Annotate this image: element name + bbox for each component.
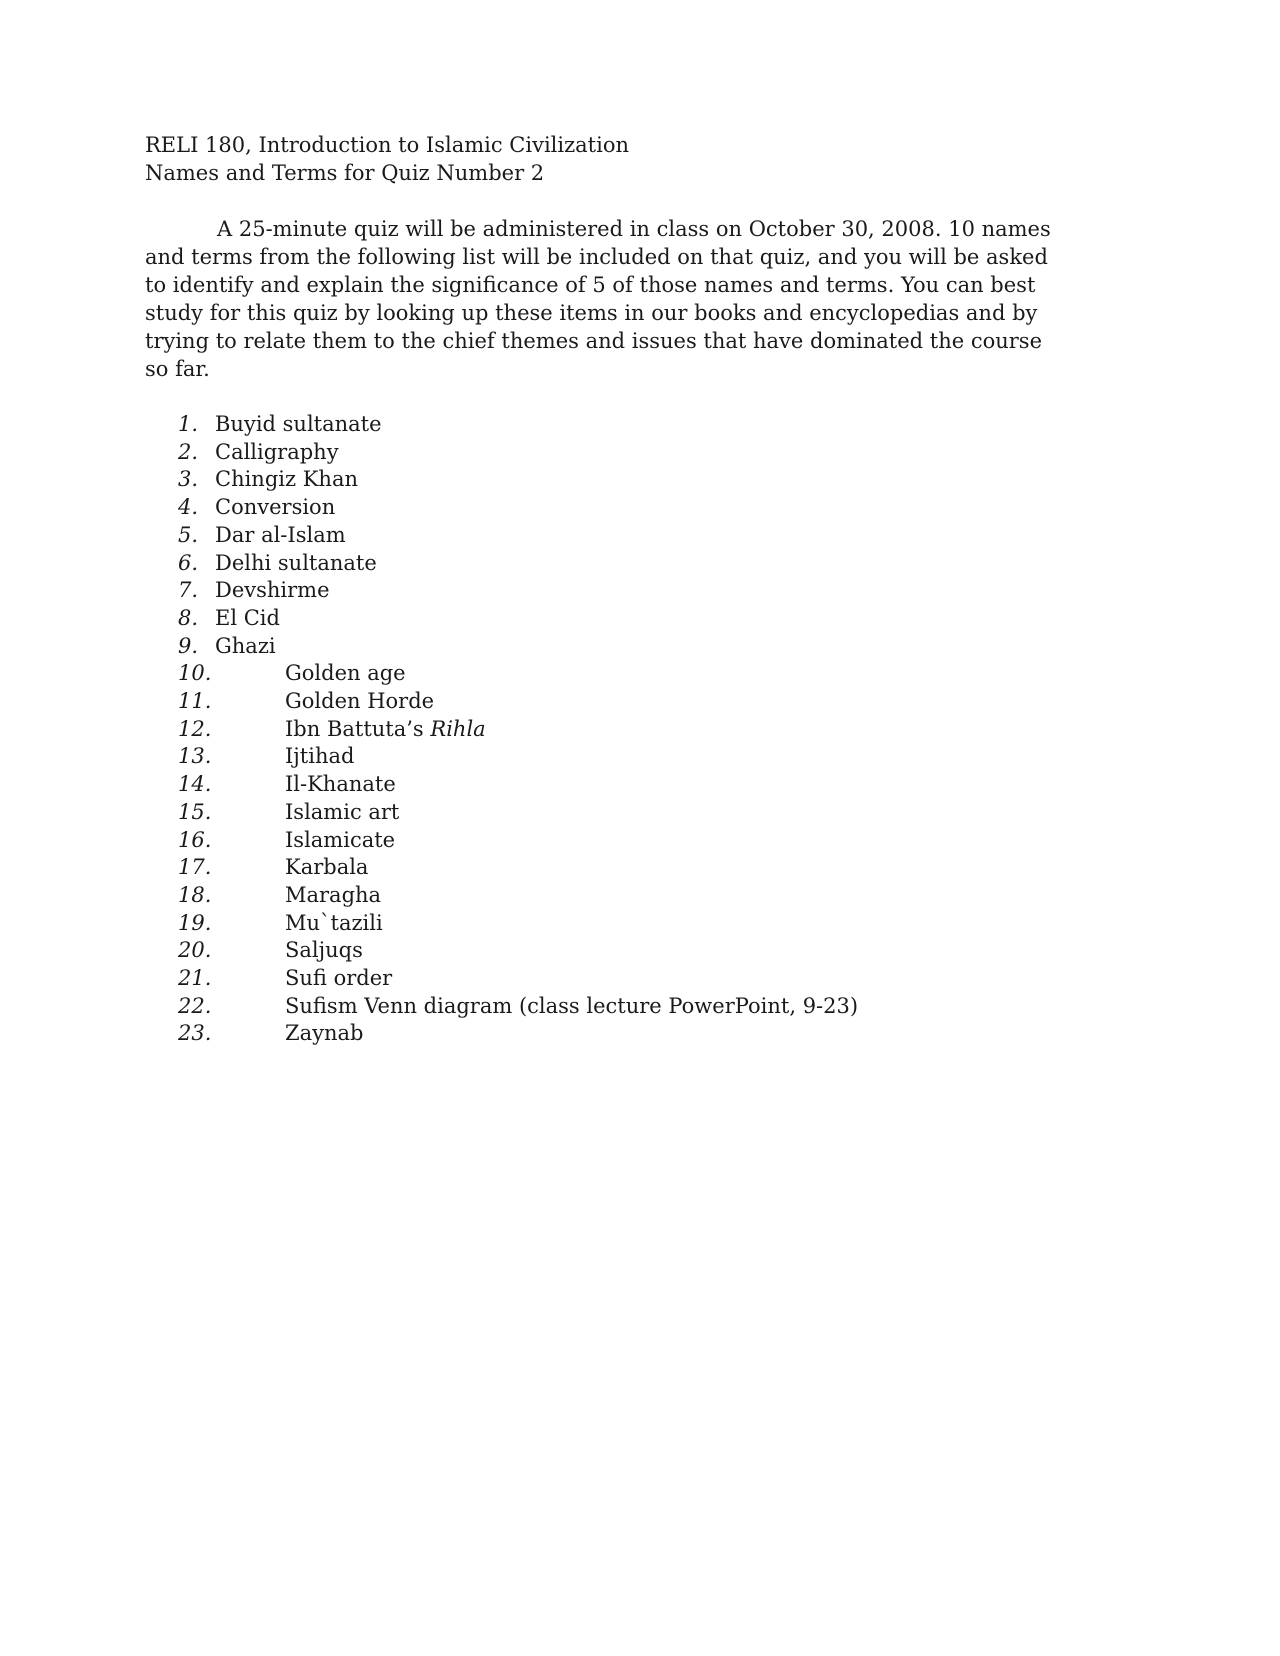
list-item-number: 8. — [178, 605, 199, 630]
list-item-number: 12. — [178, 716, 212, 741]
list-item-number: 22. — [178, 993, 212, 1018]
list-item-text: Sufism Venn diagram (class lecture PowerPoint, 9-23) — [285, 993, 859, 1018]
list-item-number: 14. — [178, 772, 212, 797]
list-item-text: Dar al-Islam — [215, 522, 346, 547]
list-item — [145, 688, 1160, 716]
list-item-number: 16. — [178, 827, 212, 852]
document-subtitle: Names and Terms for Quiz Number 2 — [145, 161, 545, 185]
list-item-text: El Cid — [215, 605, 280, 630]
list-item-text: Calligraphy — [215, 439, 339, 464]
list-item-text: Golden Horde — [285, 689, 435, 714]
list-item-number: 19. — [178, 910, 212, 935]
list-item-number: 2. — [178, 439, 199, 464]
list-item-text: Il-Khanate — [285, 772, 396, 797]
term-list — [145, 411, 1160, 1048]
list-item — [145, 937, 1160, 965]
list-item-text: Chingiz Khan — [215, 467, 358, 492]
list-item — [145, 965, 1160, 993]
list-item-number: 7. — [178, 578, 199, 603]
list-item-text: Ijtihad — [285, 744, 355, 769]
list-item-text: Zaynab — [285, 1021, 364, 1046]
document-title: RELI 180, Introduction to Islamic Civilization — [145, 133, 629, 157]
list-item-text: Islamic art — [285, 799, 400, 824]
list-item-number: 5. — [178, 522, 199, 547]
list-item-number: 6. — [178, 550, 199, 575]
list-item — [145, 771, 1160, 799]
list-item-number: 15. — [178, 799, 212, 824]
list-item-number: 4. — [178, 495, 199, 520]
list-item-number: 10. — [178, 661, 212, 686]
list-item-italic-text: Rihla — [430, 716, 486, 741]
list-item-text: Devshirme — [215, 578, 330, 603]
list-item-text: Delhi sultanate — [215, 550, 377, 575]
list-item — [145, 660, 1160, 688]
list-item-number: 20. — [178, 938, 212, 963]
list-item — [145, 633, 1160, 661]
list-item — [145, 910, 1160, 938]
list-item-number: 9. — [178, 633, 199, 658]
list-item-text: Islamicate — [285, 827, 396, 852]
list-item — [145, 1020, 1160, 1048]
list-item — [145, 882, 1160, 910]
list-item-text: Sufi order — [285, 966, 393, 991]
list-item — [145, 716, 1160, 744]
list-item — [145, 494, 1160, 522]
list-item — [145, 522, 1160, 550]
list-item — [145, 854, 1160, 882]
intro-paragraph: A 25-minute quiz will be administered in class on October 30, 2008. 10 names and terms from the following list will be included on that quiz, and you will be asked to identify and explain the significance of 5 of those names and terms. You can best study for this quiz by looking up these items in our books and encyclopedias and by trying to relate them to the chief themes and issues that have dominated the course so far. — [145, 217, 1051, 381]
list-item-text: Mu`tazili — [285, 910, 383, 935]
list-item-text: Saljuqs — [285, 938, 363, 963]
list-item-number: 17. — [178, 855, 212, 880]
list-item-number: 3. — [178, 467, 199, 492]
list-item — [145, 743, 1160, 771]
list-item-text: Maragha — [285, 882, 382, 907]
list-item-number: 18. — [178, 882, 212, 907]
list-item-number: 1. — [178, 412, 199, 436]
list-item-text: Ghazi — [215, 633, 276, 658]
list-item — [145, 827, 1160, 855]
list-item-text: Conversion — [215, 495, 336, 520]
list-item — [145, 577, 1160, 605]
list-item-number: 21. — [178, 966, 212, 991]
list-item-number: 11. — [178, 689, 212, 714]
list-item — [145, 439, 1160, 467]
list-item — [145, 550, 1160, 578]
list-item-text: Karbala — [285, 855, 369, 880]
list-item-text: Buyid sultanate — [215, 412, 382, 436]
list-item — [145, 411, 1160, 439]
list-item — [145, 605, 1160, 633]
list-item — [145, 799, 1160, 827]
list-item-number: 23. — [178, 1021, 212, 1046]
list-item-text: Ibn Battuta’s Rihla — [285, 716, 486, 741]
list-item — [145, 993, 1160, 1021]
list-item — [145, 466, 1160, 494]
list-item-number: 13. — [178, 744, 212, 769]
list-item-text: Golden age — [285, 661, 406, 686]
